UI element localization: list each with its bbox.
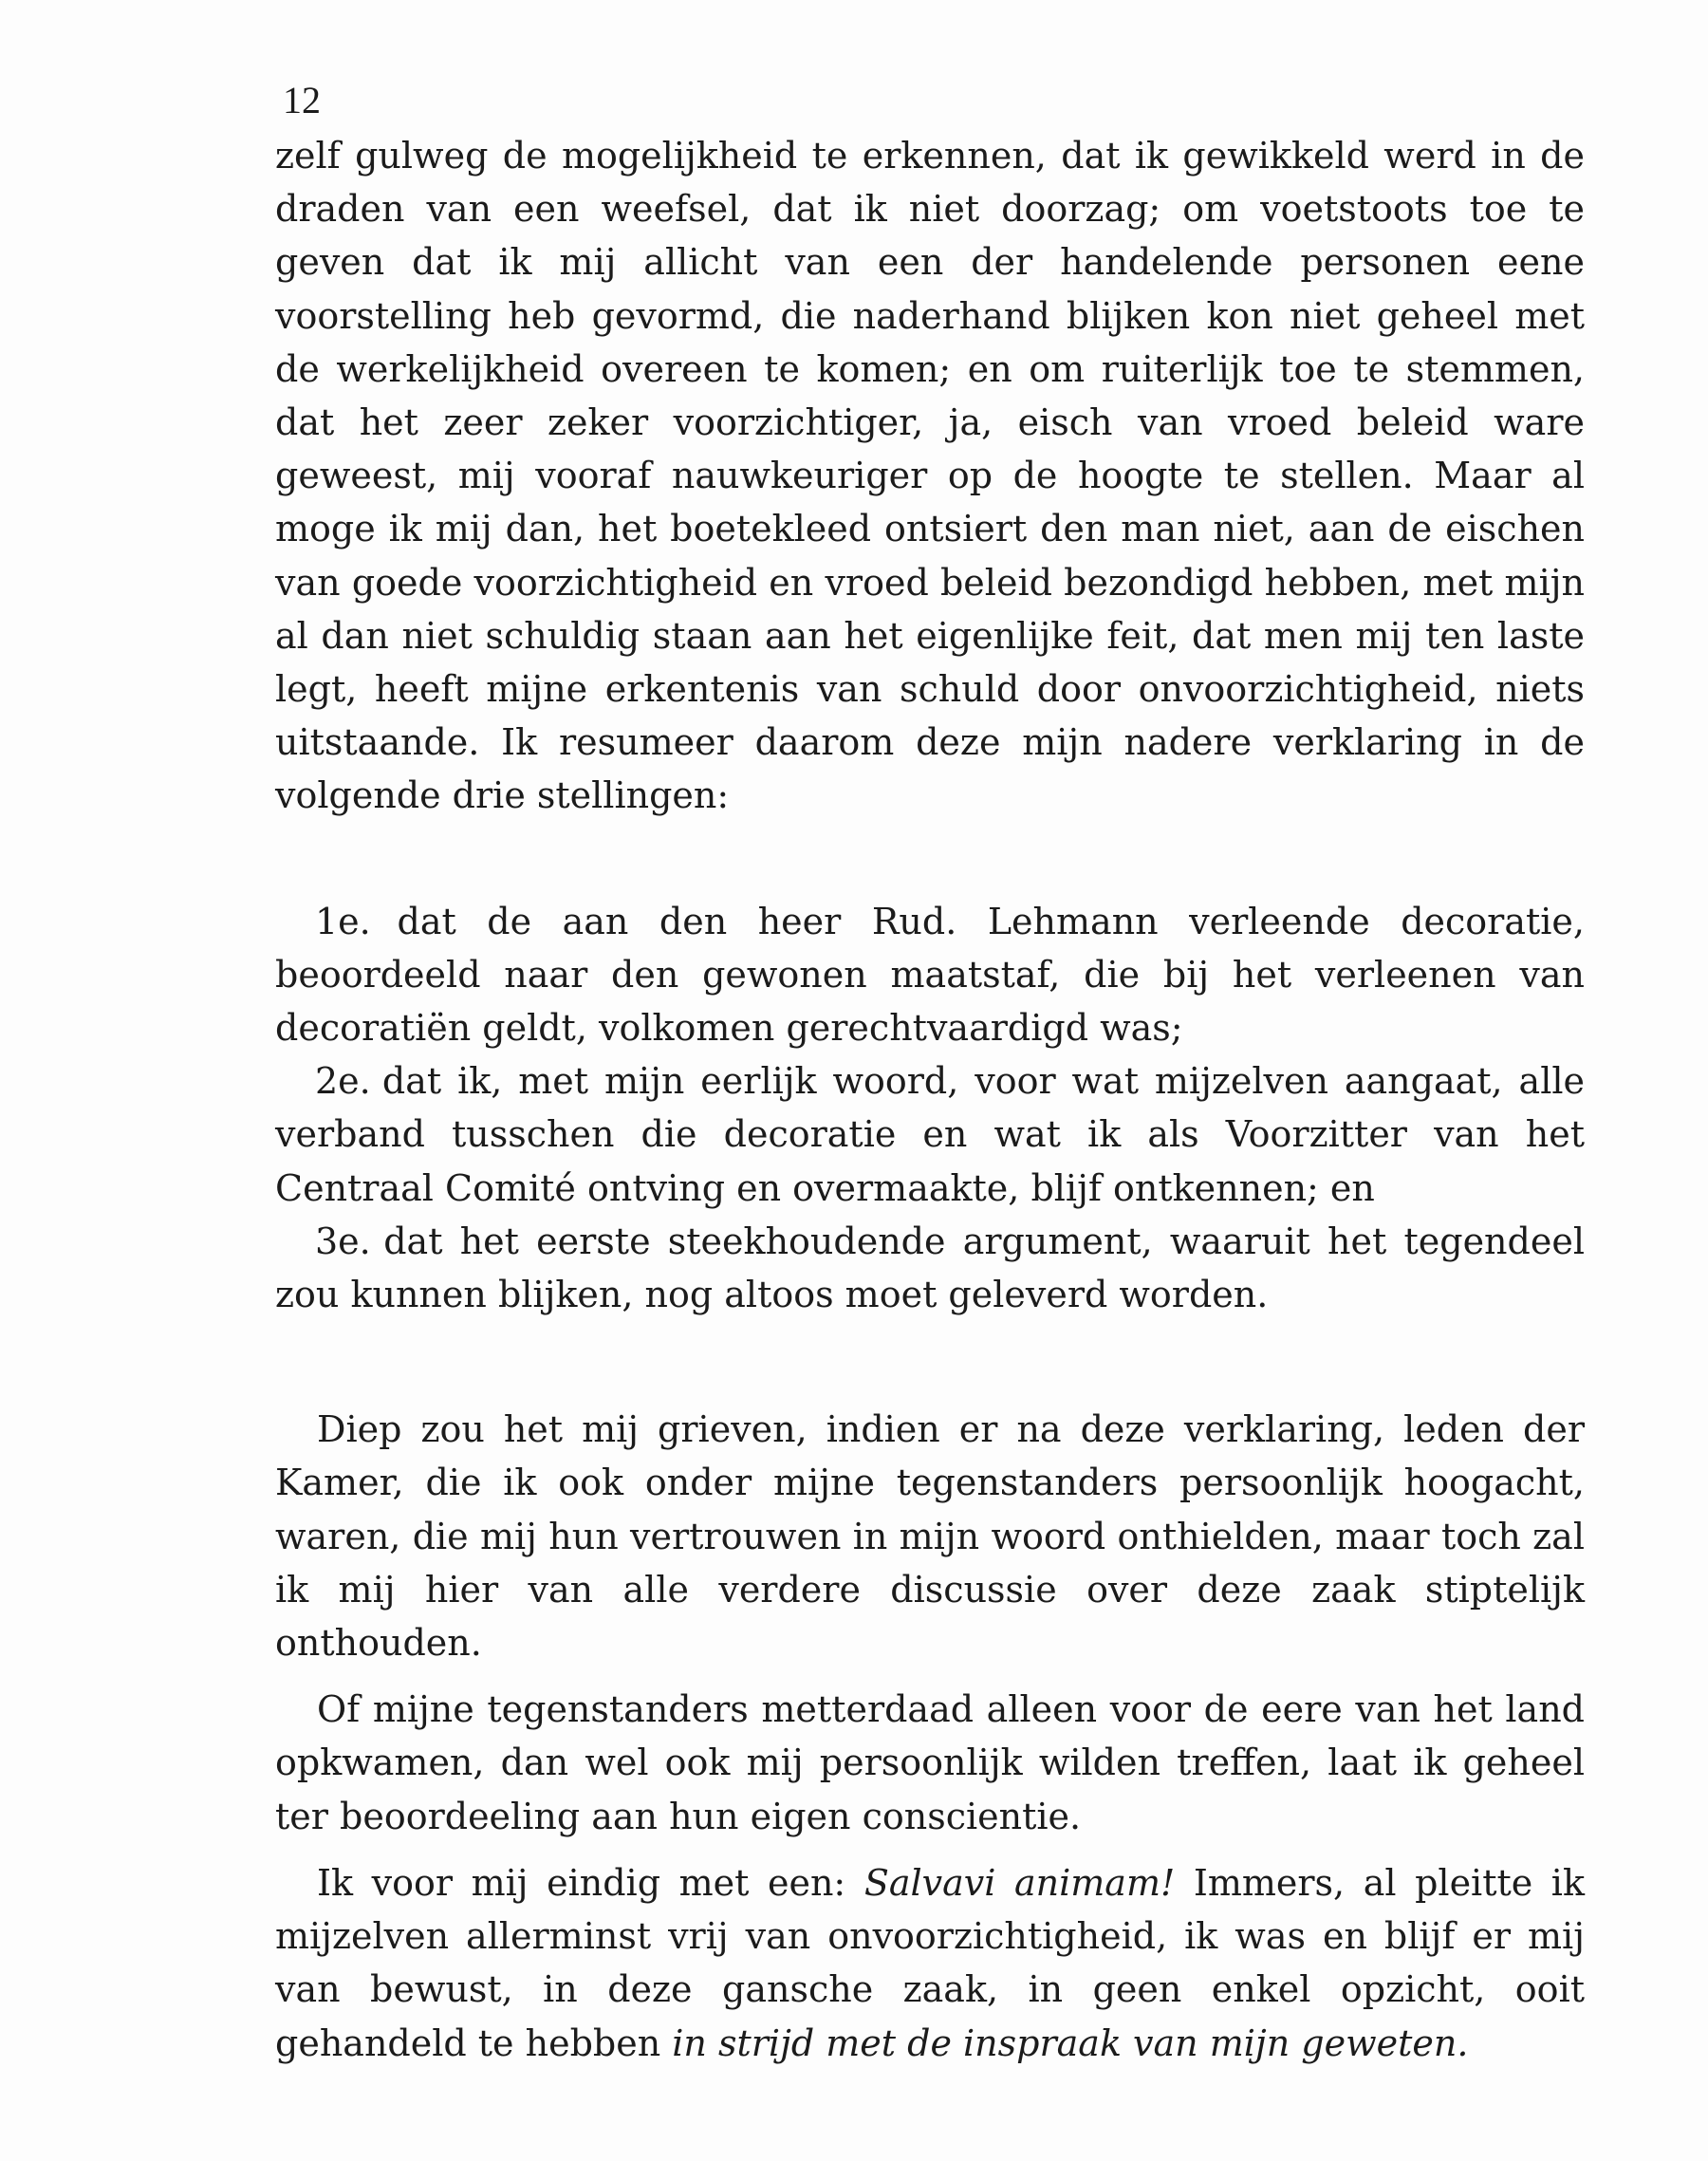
paragraph-4-italic-latin: Salvavi animam! (863, 1861, 1176, 1904)
paragraph-4 (275, 1856, 1585, 2070)
list-item-3 (275, 1215, 1585, 1321)
item-text-2: dat ik, met mijn eerlijk woord, voor wat mijzelven aangaat, alle verband tusschen die decoratie en wat ik als Voorzitter van het Centraal Comité ontving en overmaakte, blijf ontkennen; en (275, 1060, 1585, 1209)
page-number: 12 (283, 79, 321, 121)
item-text-1: dat de aan den heer Rud. Lehmann verleende decoratie, beoordeeld naar den gewonen maatstaf, die bij het verleenen van decoratiën geldt, volkomen gerechtvaardigd was; (275, 900, 1585, 1050)
text-block (275, 74, 1585, 2070)
item-number-3: 3e. (315, 1220, 371, 1262)
paragraph-3: Of mijne tegenstanders metterdaad alleen voor de eere van het land opkwamen, dan wel ook mij persoonlijk wilden treffen, laat ik geheel ter beoordeeling aan hun eigen conscientie. (275, 1688, 1585, 1837)
list-item-1 (275, 895, 1585, 1055)
item-number-1: 1e. (315, 900, 371, 942)
paragraph-4-italic-end: in strijd met de inspraak van mijn geweten. (672, 2021, 1469, 2064)
paragraph-2: Diep zou het mij grieven, indien er na deze verklaring, leden der Kamer, die ik ook onder mijne tegenstanders persoonlijk hoogacht, waren, die mij hun vertrouwen in mijn woord onthielden, maar toch zal ik mij hier van alle verdere discussie over deze zaak stiptelijk onthouden. (275, 1408, 1585, 1665)
paragraph-1: zelf gulweg de mogelijkheid te erkennen, dat ik gewikkeld werd in de draden van een weefsel, dat ik niet doorzag; om voetstoots toe te geven dat ik mij allicht van een der handelende personen eene voorstelling heb gevormd, die naderhand blijken kon niet geheel met de werkelijkheid overeen te komen; en om ruiterlijk toe te stemmen, dat het zeer zeker voorzichtiger, ja, eisch van vroed beleid ware geweest, mij vooraf nauwkeuriger op de hoogte te stellen. Maar al moge ik mij dan, het boetekleed ontsiert den man niet, aan de eischen van goede voorzichtigheid en vroed beleid bezondigd hebben, met mijn al dan niet schuldig staan aan het eigenlijke feit, dat men mij ten laste legt, heeft mijne erkentenis van schuld door onvoorzichtigheid, niets uitstaande. Ik resumeer daarom deze mijn nadere verklaring in de volgende drie stellingen: (275, 135, 1585, 817)
list-item-2 (275, 1054, 1585, 1215)
numbered-list (275, 895, 1585, 1322)
paragraph-4-start: Ik voor mij eindig met een: (317, 1861, 864, 1904)
item-text-3: dat het eerste steekhoudende argument, waaruit het tegendeel zou kunnen blijken, nog altoos moet geleverd worden. (275, 1220, 1585, 1316)
item-number-2: 2e. (315, 1060, 371, 1103)
paragraph-4-middle: Immers, al pleitte ik mijzelven allerminst vrij van onvoorzichtigheid, ik was en blijf er mij van bewust, in deze gansche zaak, in geen enkel opzicht, ooit gehandeld te hebben (275, 1861, 1585, 2064)
